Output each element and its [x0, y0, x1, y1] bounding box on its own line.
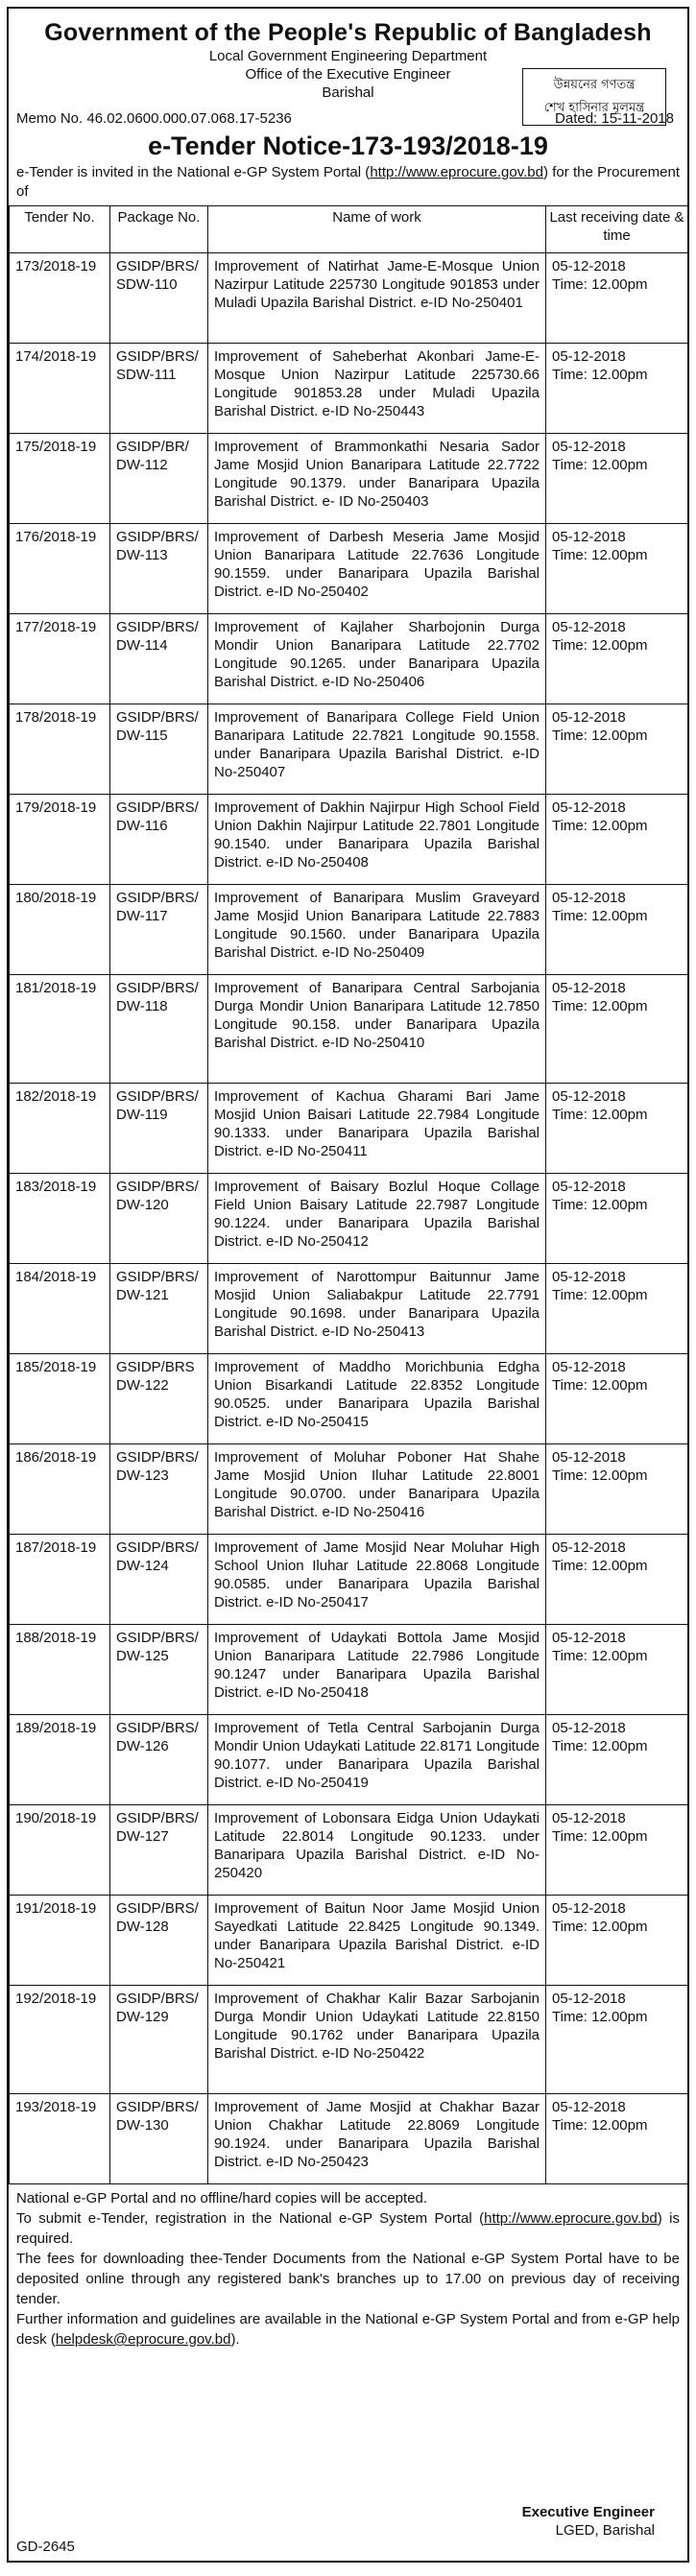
package-no-cell: GSIDP/BRS/ DW-114 — [110, 614, 208, 704]
tender-no-cell: 184/2018-19 — [10, 1264, 110, 1354]
table-row — [10, 2094, 688, 2184]
tender-no-cell: 193/2018-19 — [10, 2094, 110, 2184]
package-no-cell: GSIDP/BRS/ DW-127 — [110, 1805, 208, 1896]
tender-no-cell: 178/2018-19 — [10, 704, 110, 795]
last-time: Time: 12.00pm — [552, 1648, 648, 1664]
table-row — [10, 1896, 688, 1986]
package-no-cell: GSIDP/BRS/ DW-129 — [110, 1986, 208, 2094]
gd-code: GD-2645 — [16, 2539, 75, 2555]
work-name-cell: Improvement of Narottompur Baitunnur Jame Mosjid Union Saliabakpur Latitude 22.7791 Longitude 90.1698. under Banaripara Upazila Barishal District. e-ID No-250413 — [208, 1264, 546, 1354]
last-date-cell — [546, 253, 688, 344]
last-date-cell — [546, 1264, 688, 1354]
last-date: 05-12-2018 — [552, 799, 626, 816]
package-no-cell: GSIDP/BRS/ DW-124 — [110, 1535, 208, 1625]
last-date-cell — [546, 1535, 688, 1625]
work-name-cell: Improvement of Kachua Gharami Bari Jame Mosjid Union Baisari Latitude 22.7984 Longitude 90.1333. under Banaripara Upazila Barishal District. e-ID No-250411 — [208, 1084, 546, 1174]
notice-header — [9, 9, 687, 115]
table-row — [10, 704, 688, 795]
last-time: Time: 12.00pm — [552, 637, 648, 654]
package-no-cell: GSIDP/BRS/ DW-117 — [110, 885, 208, 975]
footer-line-2 — [16, 2208, 680, 2249]
last-date-cell — [546, 795, 688, 885]
table-row — [10, 434, 688, 524]
tender-no-cell: 188/2018-19 — [10, 1625, 110, 1715]
last-date-cell — [546, 704, 688, 795]
motto-line-2: শেখ হাসিনার মূলমন্ত্র — [543, 101, 645, 115]
package-no-cell: GSIDP/BRS/ DW-121 — [110, 1264, 208, 1354]
last-date-cell — [546, 524, 688, 614]
last-date-cell — [546, 614, 688, 704]
last-time: Time: 12.00pm — [552, 727, 648, 744]
tender-no-cell: 179/2018-19 — [10, 795, 110, 885]
table-row — [10, 253, 688, 344]
package-no-cell: GSIDP/BRS/ DW-119 — [110, 1084, 208, 1174]
last-date-cell — [546, 1354, 688, 1444]
last-date-cell — [546, 1986, 688, 2094]
tender-no-cell: 182/2018-19 — [10, 1084, 110, 1174]
table-row — [10, 1986, 688, 2094]
table-row — [10, 1084, 688, 1174]
intro-text-end: ) for the Procurement of — [16, 164, 680, 200]
package-no-cell: GSIDP/BRS/ SDW-111 — [110, 344, 208, 434]
last-date: 05-12-2018 — [552, 439, 626, 455]
footer-line-3: The fees for downloading thee-Tender Documents from the National e-GP System Portal have to be deposited online through any registered bank's branches up to 17.00 on previous day of receiving tender. — [16, 2251, 680, 2307]
tender-no-cell: 191/2018-19 — [10, 1896, 110, 1986]
work-name-cell: Improvement of Lobonsara Eidga Union Udaykati Latitude 22.8014 Longitude 90.1233. under Banaripara Upazila Barishal District. e-ID No-250420 — [208, 1805, 546, 1896]
last-date-cell — [546, 1174, 688, 1264]
tender-no-cell: 180/2018-19 — [10, 885, 110, 975]
last-date: 05-12-2018 — [552, 348, 626, 365]
intro-text-start: e-Tender is invited in the National e-GP System Portal ( — [16, 164, 371, 180]
work-name-cell: Improvement of Natirhat Jame-E-Mosque Union Nazirpur Latitude 225730 Longitude 901853 under Muladi Upazila Barishal District. e-ID No-250401 — [208, 253, 546, 344]
last-date: 05-12-2018 — [552, 709, 626, 726]
work-name-cell: Improvement of Kajlaher Sharbojonin Durga Mondir Union Banaripara Latitude 22.7702 Longitude 90.1265. under Banaripara Upazila Barishal District. e-ID No-250406 — [208, 614, 546, 704]
tender-no-cell: 176/2018-19 — [10, 524, 110, 614]
tender-no-cell: 187/2018-19 — [10, 1535, 110, 1625]
package-no-cell: GSIDP/BRS/ DW-118 — [110, 975, 208, 1084]
last-time: Time: 12.00pm — [552, 1197, 648, 1213]
work-name-cell: Improvement of Darbesh Meseria Jame Mosjid Union Banaripara Latitude 22.7636 Longitude 90.1559. under Banaripara Upazila Barishal District. e-ID No-250402 — [208, 524, 546, 614]
last-time: Time: 12.00pm — [552, 818, 648, 834]
tender-no-cell: 177/2018-19 — [10, 614, 110, 704]
package-no-cell: GSIDP/BRS/ DW-126 — [110, 1715, 208, 1805]
tender-no-cell: 192/2018-19 — [10, 1986, 110, 2094]
signature-block — [522, 2503, 655, 2540]
last-date-cell — [546, 975, 688, 1084]
table-row — [10, 795, 688, 885]
last-date: 05-12-2018 — [552, 258, 626, 274]
last-date: 05-12-2018 — [552, 619, 626, 635]
tender-no-cell: 185/2018-19 — [10, 1354, 110, 1444]
last-date-cell — [546, 885, 688, 975]
work-name-cell: Improvement of Moluhar Poboner Hat Shahe Jame Mosjid Union Iluhar Latitude 22.8001 Longitude 90.0700. under Banaripara Upazila Barishal District. e-ID No-250416 — [208, 1444, 546, 1535]
work-name-cell: Improvement of Tetla Central Sarbojanin Durga Mondir Union Udaykati Latitude 22.8171 Longitude 90.1077. under Banaripara Upazila Barishal District. e-ID No-250419 — [208, 1715, 546, 1805]
notice-footer — [9, 2184, 687, 2349]
work-name-cell: Improvement of Brammonkathi Nesaria Sador Jame Mosjid Union Banaripara Latitude 22.7722 Longitude 90.1379. under Banaripara Upazila Barishal District. e- ID No-250403 — [208, 434, 546, 524]
last-time: Time: 12.00pm — [552, 908, 648, 924]
package-no-cell: GSIDP/BRS/ DW-123 — [110, 1444, 208, 1535]
notice-title: e-Tender Notice-173-193/2018-19 — [148, 131, 548, 160]
footer-line-4 — [16, 2309, 680, 2349]
memo-number: Memo No. 46.02.0600.000.07.068.17-5236 — [16, 110, 292, 127]
last-date: 05-12-2018 — [552, 1720, 626, 1736]
package-no-cell: GSIDP/BRS/ DW-130 — [110, 2094, 208, 2184]
work-name-cell: Improvement of Jame Mosjid at Chakhar Bazar Union Chakhar Latitude 22.8069 Longitude 90.1924. under Banaripara Upazila Barishal District. e-ID No-250423 — [208, 2094, 546, 2184]
last-date: 05-12-2018 — [552, 1179, 626, 1195]
last-date-cell — [546, 1896, 688, 1986]
footer-line-4-start: Further information and guidelines are available in the National e-GP System Portal and from e-GP help desk ( — [16, 2311, 680, 2348]
package-no-cell: GSIDP/BRS/ DW-128 — [110, 1896, 208, 1986]
table-row — [10, 885, 688, 975]
footer-line-2-start: To submit e-Tender, registration in the National e-GP System Portal ( — [16, 2210, 485, 2227]
work-name-cell: Improvement of Banaripara College Field Union Banaripara Latitude 22.7821 Longitude 90.1558. under Banaripara Upazila Barishal District. e-ID No-250407 — [208, 704, 546, 795]
table-header-row — [10, 206, 688, 253]
table-row — [10, 1715, 688, 1805]
last-date-cell — [546, 1084, 688, 1174]
last-date: 05-12-2018 — [552, 1088, 626, 1105]
header-package-no: Package No. — [110, 206, 208, 253]
signatory-office: LGED, Barishal — [555, 2522, 655, 2539]
government-title: Government of the People's Republic of Bangladesh — [44, 19, 652, 46]
last-time: Time: 12.00pm — [552, 276, 648, 293]
package-no-cell: GSIDP/BR/ DW-112 — [110, 434, 208, 524]
package-no-cell: GSIDP/BRS/ DW-116 — [110, 795, 208, 885]
header-tender-no: Tender No. — [10, 206, 110, 253]
last-time: Time: 12.00pm — [552, 1467, 648, 1484]
work-name-cell: Improvement of Jame Mosjid Near Moluhar High School Union Iluhar Latitude 22.8068 Longitude 90.0585. under Banaripara Upazila Barishal District. e-ID No-250417 — [208, 1535, 546, 1625]
last-time: Time: 12.00pm — [552, 1919, 648, 1935]
table-row — [10, 524, 688, 614]
last-date: 05-12-2018 — [552, 980, 626, 996]
tender-no-cell: 190/2018-19 — [10, 1805, 110, 1896]
last-time: Time: 12.00pm — [552, 1558, 648, 1574]
department-name: Local Government Engineering Department — [208, 48, 488, 64]
tender-no-cell: 181/2018-19 — [10, 975, 110, 1084]
last-date-cell — [546, 1444, 688, 1535]
table-row — [10, 614, 688, 704]
work-name-cell: Improvement of Saheberhat Akonbari Jame-E-Mosque Union Nazirpur Latitude 225730.66 Longitude 901853.28 under Muladi Upazila Barishal District. e-ID No-250443 — [208, 344, 546, 434]
last-date-cell — [546, 1805, 688, 1896]
table-row — [10, 1174, 688, 1264]
footer-line-4-end: ). — [230, 2331, 240, 2348]
tender-table — [9, 205, 688, 2184]
last-date: 05-12-2018 — [552, 1991, 626, 2007]
tender-no-cell: 175/2018-19 — [10, 434, 110, 524]
table-row — [10, 344, 688, 434]
tender-rows — [10, 253, 688, 2184]
last-time: Time: 12.00pm — [552, 1828, 648, 1845]
table-row — [10, 1805, 688, 1896]
last-date: 05-12-2018 — [552, 1359, 626, 1375]
last-date: 05-12-2018 — [552, 1900, 626, 1917]
tender-no-cell: 186/2018-19 — [10, 1444, 110, 1535]
motto-box — [522, 68, 666, 126]
tender-no-cell: 173/2018-19 — [10, 253, 110, 344]
table-row — [10, 1264, 688, 1354]
table-row — [10, 1535, 688, 1625]
last-date: 05-12-2018 — [552, 1449, 626, 1466]
last-time: Time: 12.00pm — [552, 2117, 648, 2134]
work-name-cell: Improvement of Baisary Bozlul Hoque Collage Field Union Baisary Latitude 22.7987 Longitude 90.1224. under Banaripara Upazila Barishal District. e-ID No-250412 — [208, 1174, 546, 1264]
helpdesk-email-link[interactable]: helpdesk@eprocure.gov.bd — [55, 2331, 231, 2348]
footer-line-2-end: ) is required. — [16, 2210, 680, 2247]
package-no-cell: GSIDP/BRS/ SDW-110 — [110, 253, 208, 344]
last-date: 05-12-2018 — [552, 890, 626, 906]
footer-eprocure-link[interactable]: http://www.eprocure.gov.bd — [484, 2210, 658, 2227]
table-row — [10, 975, 688, 1084]
package-no-cell: GSIDP/BRS/ DW-113 — [110, 524, 208, 614]
footer-line-1: National e-GP Portal and no offline/hard copies will be accepted. — [16, 2190, 428, 2206]
last-date-cell — [546, 434, 688, 524]
last-time: Time: 12.00pm — [552, 457, 648, 473]
tender-notice-page — [7, 7, 689, 2563]
last-date: 05-12-2018 — [552, 1810, 626, 1826]
last-date: 05-12-2018 — [552, 2099, 626, 2115]
last-time: Time: 12.00pm — [552, 1738, 648, 1754]
intro-paragraph — [9, 161, 687, 202]
office-name: Office of the Executive Engineer — [245, 66, 451, 83]
motto-line-1: উন্নয়নের গণতন্ত্র — [553, 78, 636, 92]
work-name-cell: Improvement of Dakhin Najirpur High School Field Union Dakhin Najirpur Latitude 22.7801 Longitude 90.1540. under Banaripara Upazila Barishal District. e-ID No-250408 — [208, 795, 546, 885]
last-time: Time: 12.00pm — [552, 1287, 648, 1303]
work-name-cell: Improvement of Udaykati Bottola Jame Mosjid Union Banaripara Latitude 22.7986 Longitude 90.1247 under Banaripara Upazila Barishal District. e-ID No-250418 — [208, 1625, 546, 1715]
package-no-cell: GSIDP/BRS/ DW-120 — [110, 1174, 208, 1264]
work-name-cell: Improvement of Maddho Morichbunia Edgha Union Bisarkandi Latitude 22.8352 Longitude 90.0525. under Banaripara Upazila Barishal District. e-ID No-250415 — [208, 1354, 546, 1444]
header-last-date: Last receiving date & time — [546, 206, 688, 253]
work-name-cell: Improvement of Banaripara Muslim Graveyard Jame Mosjid Union Banaripara Latitude 22.7883 Longitude 90.1560. under Banaripara Upazila Barishal District. e-ID No-250409 — [208, 885, 546, 975]
last-date: 05-12-2018 — [552, 529, 626, 545]
work-name-cell: Improvement of Baitun Noor Jame Mosjid Union Sayedkati Latitude 22.8425 Longitude 90.1349. under Banaripara Upazila Barishal District. e-ID No-250421 — [208, 1896, 546, 1986]
work-name-cell: Improvement of Chakhar Kalir Bazar Sarbojanin Durga Mondir Union Udaykati Latitude 22.8150 Longitude 90.1762 under Banaripara Upazila Barishal District. e-ID No-250422 — [208, 1986, 546, 2094]
package-no-cell: GSIDP/BRS DW-122 — [110, 1354, 208, 1444]
last-time: Time: 12.00pm — [552, 998, 648, 1014]
memo-date: Dated: 15-11-2018 — [555, 110, 674, 127]
last-date-cell — [546, 2094, 688, 2184]
tender-no-cell: 189/2018-19 — [10, 1715, 110, 1805]
table-row — [10, 1625, 688, 1715]
table-row — [10, 1444, 688, 1535]
office-location: Barishal — [322, 84, 374, 101]
last-date: 05-12-2018 — [552, 1269, 626, 1285]
package-no-cell: GSIDP/BRS/ DW-115 — [110, 704, 208, 795]
last-time: Time: 12.00pm — [552, 547, 648, 563]
signatory-title: Executive Engineer — [521, 2504, 655, 2520]
tender-no-cell: 174/2018-19 — [10, 344, 110, 434]
work-name-cell: Improvement of Banaripara Central Sarbojania Durga Mondir Union Banaripara Latitude 12.7850 Longitude 90.158. under Banaripara Upazila Barishal District. e-ID No-250410 — [208, 975, 546, 1084]
last-time: Time: 12.00pm — [552, 367, 648, 383]
tender-no-cell: 183/2018-19 — [10, 1174, 110, 1264]
last-time: Time: 12.00pm — [552, 2009, 648, 2025]
eprocure-link[interactable]: http://www.eprocure.gov.bd — [370, 164, 543, 180]
last-date: 05-12-2018 — [552, 1630, 626, 1646]
last-time: Time: 12.00pm — [552, 1107, 648, 1123]
last-date-cell — [546, 1715, 688, 1805]
package-no-cell: GSIDP/BRS/ DW-125 — [110, 1625, 208, 1715]
last-date-cell — [546, 1625, 688, 1715]
header-work-name: Name of work — [208, 206, 546, 253]
table-row — [10, 1354, 688, 1444]
last-date-cell — [546, 344, 688, 434]
last-time: Time: 12.00pm — [552, 1377, 648, 1394]
last-date: 05-12-2018 — [552, 1539, 626, 1556]
